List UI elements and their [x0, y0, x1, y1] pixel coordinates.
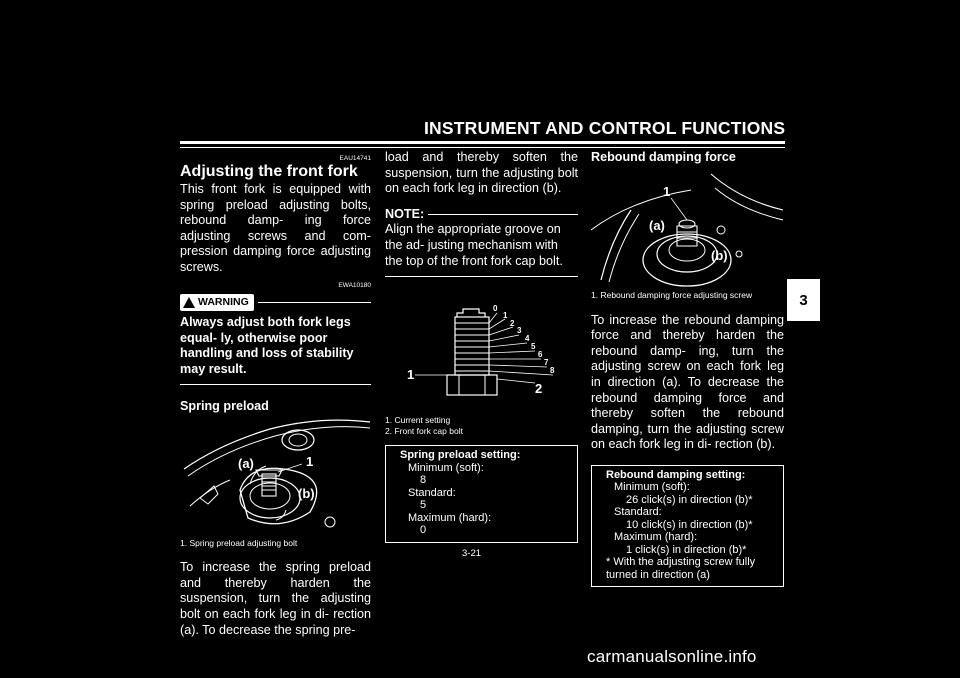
note-label: NOTE:	[385, 206, 425, 221]
warning-label: WARNING	[198, 295, 249, 308]
scale-tick-3: 3	[517, 326, 522, 336]
spec-std-label: Standard:	[408, 486, 456, 499]
rebound-damping-paragraph: To increase the rebound damping force and thereby harden the rebound damp- ing, turn the adjusting screw on each fork leg in direction (a). To decrease the rebound damping force and thereby soften the rebound damping, turn the adjusting screw on each fork leg in di- rection (b).	[591, 312, 784, 452]
note-rule	[428, 214, 578, 215]
spec-max-value: 1 click(s) in direction (b)*	[626, 543, 747, 556]
scale-tick-8: 8	[550, 366, 555, 376]
scale-tick-5: 5	[531, 342, 536, 352]
fig2-label-1: 1	[407, 367, 415, 383]
spec-title: Rebound damping setting:	[606, 468, 746, 481]
fig1-label-b: (b)	[298, 486, 315, 502]
spring-preload-illustration	[180, 414, 371, 538]
spec-std-value: 10 click(s) in direction (b)*	[626, 518, 753, 531]
spec-min-value: 26 click(s) in direction (b)*	[626, 493, 753, 506]
fig3-label-b: (b)	[711, 247, 728, 263]
scale-tick-1: 1	[503, 311, 508, 321]
intro-paragraph: This front fork is equipped with spring preload adjusting bolts, rebound damp- ing force adjusting screws and com- pression damping force adjusting screws.	[180, 182, 371, 274]
spec-title: Spring preload setting:	[400, 449, 521, 462]
header-rule-thin	[180, 147, 785, 148]
warning-badge	[180, 294, 254, 312]
subheading-rebound-damping: Rebound damping force	[591, 150, 736, 164]
note-header	[385, 207, 578, 223]
scale-tick-2: 2	[510, 319, 515, 329]
preload-scale-illustration	[385, 287, 578, 415]
figure-preload-scale	[385, 287, 578, 415]
section-tab: 3	[787, 279, 820, 321]
column-3	[591, 150, 784, 587]
spec-min-label: Minimum (soft):	[408, 461, 484, 474]
warning-icon	[183, 297, 195, 308]
scale-tick-6: 6	[538, 350, 543, 360]
rebound-damping-spec-box	[591, 465, 784, 588]
figure-caption-1: 1. Current setting	[385, 415, 451, 426]
spec-max-value: 0	[420, 524, 427, 537]
fig3-label-a: (a)	[649, 217, 665, 233]
spec-std-value: 5	[420, 499, 427, 512]
column-2	[385, 150, 578, 543]
spring-preload-paragraph: To increase the spring preload and thereby harden the suspension, turn the adjusting bolt on each fork leg in di- rection (a). To decrease the spring pre-	[180, 560, 371, 637]
warning-text: Always adjust both fork legs equal- ly, otherwise poor handling and loss of stability may result.	[180, 315, 371, 384]
scale-tick-7: 7	[544, 358, 549, 368]
scale-tick-4: 4	[525, 334, 530, 344]
ref-code: EWA10180	[338, 281, 371, 289]
spring-preload-spec-box	[385, 445, 578, 543]
section-heading: Adjusting the front fork	[180, 163, 358, 180]
warning-rule	[258, 302, 371, 303]
spec-std-label: Standard:	[614, 506, 662, 519]
section-title: INSTRUMENT AND CONTROL FUNCTIONS	[424, 118, 786, 138]
fig3-label-1: 1	[663, 183, 671, 199]
figure-spring-preload	[180, 414, 371, 538]
rebound-damping-illustration	[591, 170, 784, 290]
figure-caption: 1. Rebound damping force adjusting screw	[591, 289, 753, 300]
figure-caption: 1. Spring preload adjusting bolt	[180, 538, 298, 549]
ref-code: EAU14741	[339, 155, 371, 162]
subheading-spring-preload: Spring preload	[180, 398, 269, 413]
header-rule-thick	[180, 141, 785, 144]
continued-paragraph: load and thereby soften the suspension, turn the adjusting bolt on each fork leg in direction (b).	[385, 150, 578, 196]
spec-max-label: Maximum (hard):	[614, 531, 698, 544]
warning-header	[180, 294, 371, 312]
fig1-label-a: (a)	[238, 456, 254, 472]
watermark: carmanualsonline.info	[587, 647, 757, 666]
spec-footnote: * With the adjusting screw fully turned in direction (a)	[606, 556, 756, 581]
spec-max-label: Maximum (hard):	[408, 511, 492, 524]
figure-caption-2: 2. Front fork cap bolt	[385, 426, 463, 437]
spec-min-label: Minimum (soft):	[614, 481, 690, 494]
fig1-label-1: 1	[306, 454, 314, 470]
note-text: Align the appropriate groove on the ad- justing mechanism with the top of the front fork cap bolt.	[385, 222, 578, 277]
page-number: 3-21	[462, 548, 482, 559]
figure-rebound-damping	[591, 170, 784, 290]
column-1	[180, 155, 371, 638]
fig2-label-2: 2	[535, 381, 543, 397]
spec-min-value: 8	[420, 474, 427, 487]
scale-tick-0: 0	[493, 304, 498, 314]
